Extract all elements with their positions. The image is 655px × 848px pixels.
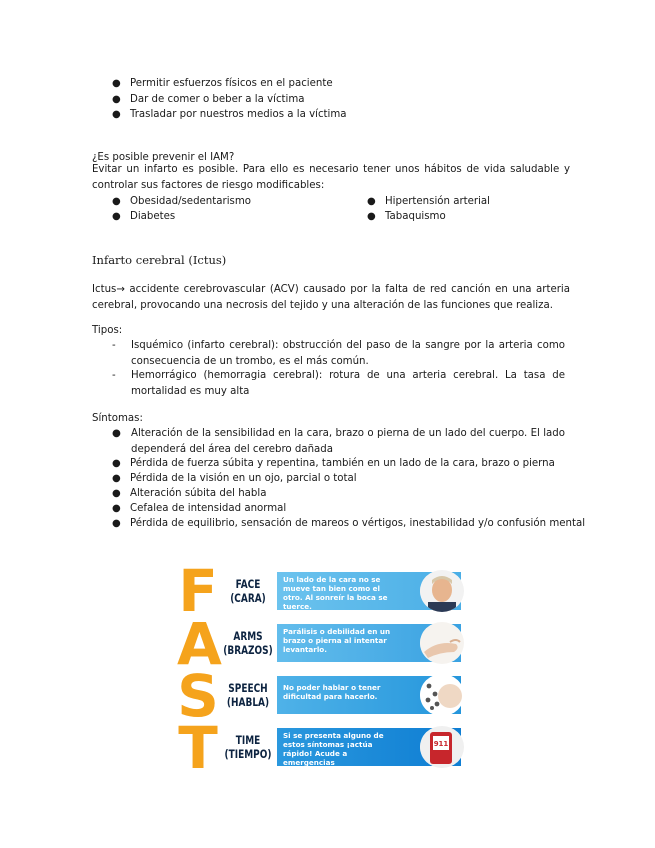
bullet-icon: ● <box>112 518 121 529</box>
bullet-icon: ● <box>112 196 121 207</box>
bullet-icon: ● <box>112 458 121 469</box>
bullet-icon: ● <box>112 211 121 222</box>
symptoms-title: Síntomas: <box>92 413 143 424</box>
fast-row-label: ARMS (BRAZOS) <box>223 629 273 657</box>
bullet-icon: ● <box>367 211 376 222</box>
fast-row-description: Parálisis o debilidad en un brazo o pierna al intentar levantarlo. <box>283 627 391 654</box>
fast-row-description: No poder hablar o tener dificultad para hacerlo. <box>283 683 381 701</box>
prevention-paragraph: Evitar un infarto es posible. Para ello es necesario tener unos hábitos de vida saludable y controlar sus factores de riesgo modificables: <box>92 164 570 191</box>
fast-letter-t: T <box>178 714 218 782</box>
fast-infographic <box>177 557 464 782</box>
dash-icon: - <box>112 340 116 351</box>
type-item: Hemorrágico (hemorragia cerebral): rotura de una arteria cerebral. La tasa de mortalidad es muy alta <box>131 370 565 397</box>
dash-icon: - <box>112 370 116 381</box>
fast-row-description: Si se presenta alguno de estos síntomas ¡actúa rápido! Acude a emergencias <box>283 731 384 767</box>
fast-row-speech <box>221 672 464 718</box>
bullet-icon: ● <box>112 94 121 105</box>
fast-row-time <box>221 724 464 770</box>
fast-letter-a: A <box>177 610 222 678</box>
speech-letters-icon <box>420 674 464 716</box>
list-item: Alteración de la sensibilidad en la cara, brazo o pierna de un lado del cuerpo. El lado dependerá del área del cerebro dañada <box>131 428 565 455</box>
face-photo-icon <box>420 570 464 612</box>
bullet-icon: ● <box>112 428 121 439</box>
bullet-icon: ● <box>367 196 376 207</box>
bullet-icon: ● <box>112 488 121 499</box>
bullet-icon: ● <box>112 503 121 514</box>
fast-row-label: FACE (CARA) <box>230 577 266 605</box>
fast-row-description: Un lado de la cara no se mueve tan bien como el otro. Al sonreír la boca se tuerce. <box>283 575 388 611</box>
bullet-icon: ● <box>112 78 121 89</box>
fast-row-label: SPEECH (HABLA) <box>226 681 270 709</box>
types-title: Tipos: <box>92 325 123 336</box>
fast-row-arms <box>221 620 464 666</box>
type-item: Isquémico (infarto cerebral): obstrucción del paso de la sangre por la arteria como consecuencia de un trombo, es el más común. <box>131 340 565 367</box>
fast-letter-s: S <box>177 662 219 730</box>
stroke-definition: Ictus→ accidente cerebrovascular (ACV) causado por la falta de red canción en una arteria cerebral, provocando una necrosis del tejido y una alteración de las funciones que realiza. <box>92 284 570 311</box>
bullet-icon: ● <box>112 109 121 120</box>
fast-row-label: TIME (TIEMPO) <box>224 733 272 761</box>
fast-letter-f: F <box>178 557 218 625</box>
section-heading: Infarto cerebral (Ictus) <box>92 253 227 267</box>
phone-911-text: 911 <box>433 740 449 748</box>
fast-row-face <box>221 568 464 614</box>
prevention-question: ¿Es posible prevenir el IAM? <box>92 152 235 163</box>
bullet-icon: ● <box>112 473 121 484</box>
phone-911-icon <box>420 726 464 768</box>
arm-photo-icon <box>420 622 464 664</box>
